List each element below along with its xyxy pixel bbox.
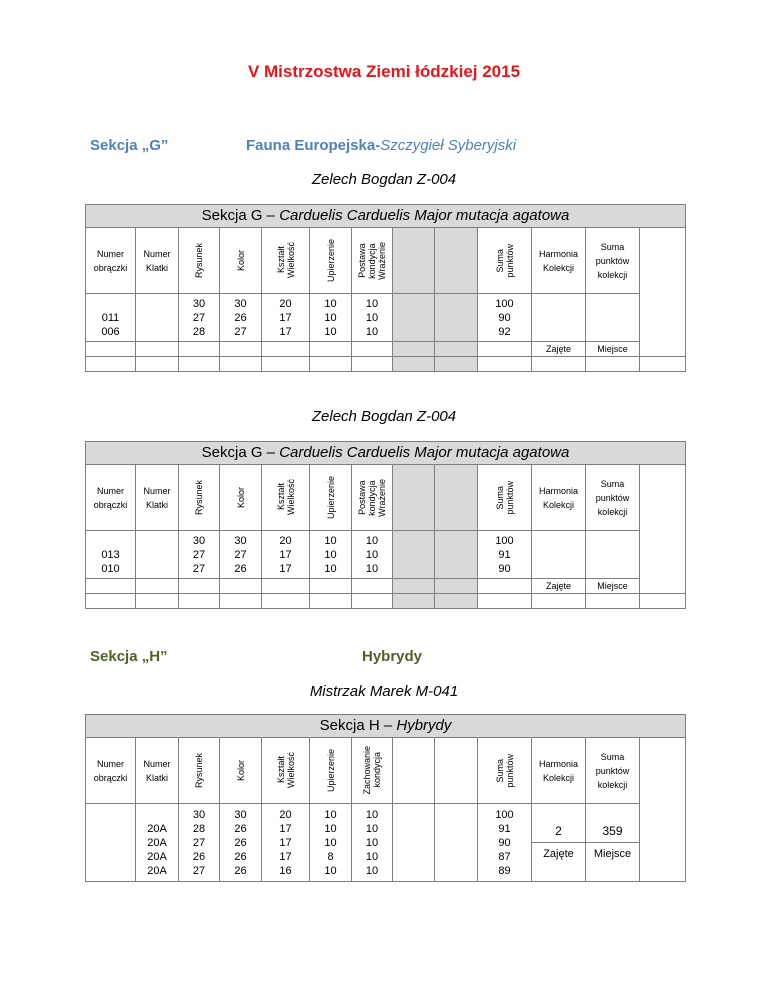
col-numer-klatki: Numer Klatki xyxy=(136,228,179,294)
col-numer-klatki: Numer Klatki xyxy=(136,738,179,804)
col-ksztalt: Kształt Wielkość xyxy=(262,228,310,294)
cell-klatki xyxy=(136,294,179,342)
miejsce-label: Miejsce xyxy=(586,342,640,357)
col-suma: Suma punktów xyxy=(478,228,532,294)
cell-klatki xyxy=(136,531,179,579)
cell-upierzenie: 10 10 10 xyxy=(310,294,352,342)
col-numer-obraczki: Numer obrączki xyxy=(86,228,136,294)
cell-rysunek: 30 28 27 26 27 xyxy=(179,804,220,882)
col-kolor: Kolor xyxy=(220,738,262,804)
cell-postawa: 10 10 10 xyxy=(352,294,393,342)
col-postawa: Postawa kondycja Wrażenie xyxy=(352,465,393,531)
col-numer-klatki: Numer Klatki xyxy=(136,465,179,531)
zajete-label: Zajęte xyxy=(532,342,586,357)
col-upierzenie: Upierzenie xyxy=(310,465,352,531)
section-g-label: Sekcja „G” xyxy=(90,137,169,154)
col-numer-obraczki: Numer obrączki xyxy=(86,738,136,804)
table-header: Sekcja G – Carduelis Carduelis Major mutacja agatowa xyxy=(86,205,686,228)
cell-suma-kolekcji xyxy=(586,294,640,342)
owner-name: Zelech Bogdan Z-004 xyxy=(311,171,457,188)
cell-empty xyxy=(435,294,478,342)
col-harmonia: Harmonia Kolekcji xyxy=(532,228,586,294)
cell-ksztalt: 20 17 17 xyxy=(262,531,310,579)
cell-obraczki: 013 010 xyxy=(86,531,136,579)
cell-ksztalt: 20 17 17 xyxy=(262,294,310,342)
cell-suma: 100 91 90 xyxy=(478,531,532,579)
cell-upierzenie: 10 10 10 8 10 xyxy=(310,804,352,882)
section-h-description: Hybrydy xyxy=(362,648,423,665)
col-blank xyxy=(640,738,686,804)
col-blank xyxy=(640,465,686,531)
cell-postawa: 10 10 10 xyxy=(352,531,393,579)
col-kolor: Kolor xyxy=(220,465,262,531)
col-rysunek: Rysunek xyxy=(179,465,220,531)
col-postawa: Postawa kondycja Wrażenie xyxy=(352,228,393,294)
cell-suma: 100 91 90 87 89 xyxy=(478,804,532,882)
col-suma: Suma punktów xyxy=(478,465,532,531)
cell-kolor: 30 26 27 xyxy=(220,294,262,342)
cell-empty xyxy=(393,294,435,342)
col-upierzenie: Upierzenie xyxy=(310,738,352,804)
cell-harmonia xyxy=(532,294,586,342)
cell-empty xyxy=(393,804,435,882)
cell-rysunek: 30 27 28 xyxy=(179,294,220,342)
col-zachowanie: Zachowanie kondycja xyxy=(352,738,393,804)
col-suma: Suma punktów xyxy=(478,738,532,804)
col-upierzenie: Upierzenie xyxy=(310,228,352,294)
col-suma-kolekcji: Suma punktów kolekcji xyxy=(586,738,640,804)
col-suma-kolekcji: Suma punktów kolekcji xyxy=(586,228,640,294)
zajete-label: Zajęte xyxy=(532,579,586,594)
col-kolor: Kolor xyxy=(220,228,262,294)
cell-empty xyxy=(435,804,478,882)
col-empty xyxy=(435,738,478,804)
document-title: V Mistrzostwa Ziemi łódzkiej 2015 xyxy=(247,62,521,81)
cell-rysunek: 30 27 27 xyxy=(179,531,220,579)
col-harmonia: Harmonia Kolekcji xyxy=(532,465,586,531)
cell-obraczki xyxy=(86,804,136,882)
score-table-2 xyxy=(85,441,686,609)
cell-zachowanie: 10 10 10 10 10 xyxy=(352,804,393,882)
cell-suma-kolekcji: 359 Miejsce xyxy=(586,804,640,882)
col-suma-kolekcji: Suma punktów kolekcji xyxy=(586,465,640,531)
cell-empty xyxy=(393,531,435,579)
table-header: Sekcja G – Carduelis Carduelis Major mutacja agatowa xyxy=(86,442,686,465)
miejsce-label: Miejsce xyxy=(586,842,639,861)
col-empty xyxy=(435,465,478,531)
score-table-3 xyxy=(85,714,686,882)
section-g-description: Fauna Europejska-Szczygieł Syberyjski xyxy=(246,137,517,154)
col-rysunek: Rysunek xyxy=(179,738,220,804)
owner-name: Zelech Bogdan Z-004 xyxy=(311,408,457,425)
col-rysunek: Rysunek xyxy=(179,228,220,294)
cell-blank xyxy=(640,531,686,579)
cell-kolor: 30 27 26 xyxy=(220,531,262,579)
cell-klatki: 20A 20A 20A 20A xyxy=(136,804,179,882)
zajete-label: Zajęte xyxy=(532,842,585,861)
col-empty xyxy=(435,228,478,294)
cell-kolor: 30 26 26 26 26 xyxy=(220,804,262,882)
cell-blank xyxy=(640,804,686,882)
col-harmonia: Harmonia Kolekcji xyxy=(532,738,586,804)
cell-upierzenie: 10 10 10 xyxy=(310,531,352,579)
col-empty xyxy=(393,228,435,294)
cell-blank xyxy=(640,294,686,342)
col-ksztalt: Kształt Wielkość xyxy=(262,465,310,531)
cell-harmonia: 2 Zajęte xyxy=(532,804,586,882)
table-header: Sekcja H – Hybrydy xyxy=(86,715,686,738)
miejsce-label: Miejsce xyxy=(586,579,640,594)
col-empty xyxy=(393,738,435,804)
col-empty xyxy=(393,465,435,531)
section-h-label: Sekcja „H” xyxy=(90,648,168,665)
col-numer-obraczki: Numer obrączki xyxy=(86,465,136,531)
cell-ksztalt: 20 17 17 17 16 xyxy=(262,804,310,882)
owner-name: Mistrzak Marek M-041 xyxy=(309,683,459,700)
cell-suma-kolekcji xyxy=(586,531,640,579)
cell-obraczki: 011 006 xyxy=(86,294,136,342)
col-ksztalt: Kształt Wielkość xyxy=(262,738,310,804)
cell-suma: 100 90 92 xyxy=(478,294,532,342)
col-blank xyxy=(640,228,686,294)
cell-harmonia xyxy=(532,531,586,579)
cell-empty xyxy=(435,531,478,579)
score-table-1 xyxy=(85,204,686,372)
